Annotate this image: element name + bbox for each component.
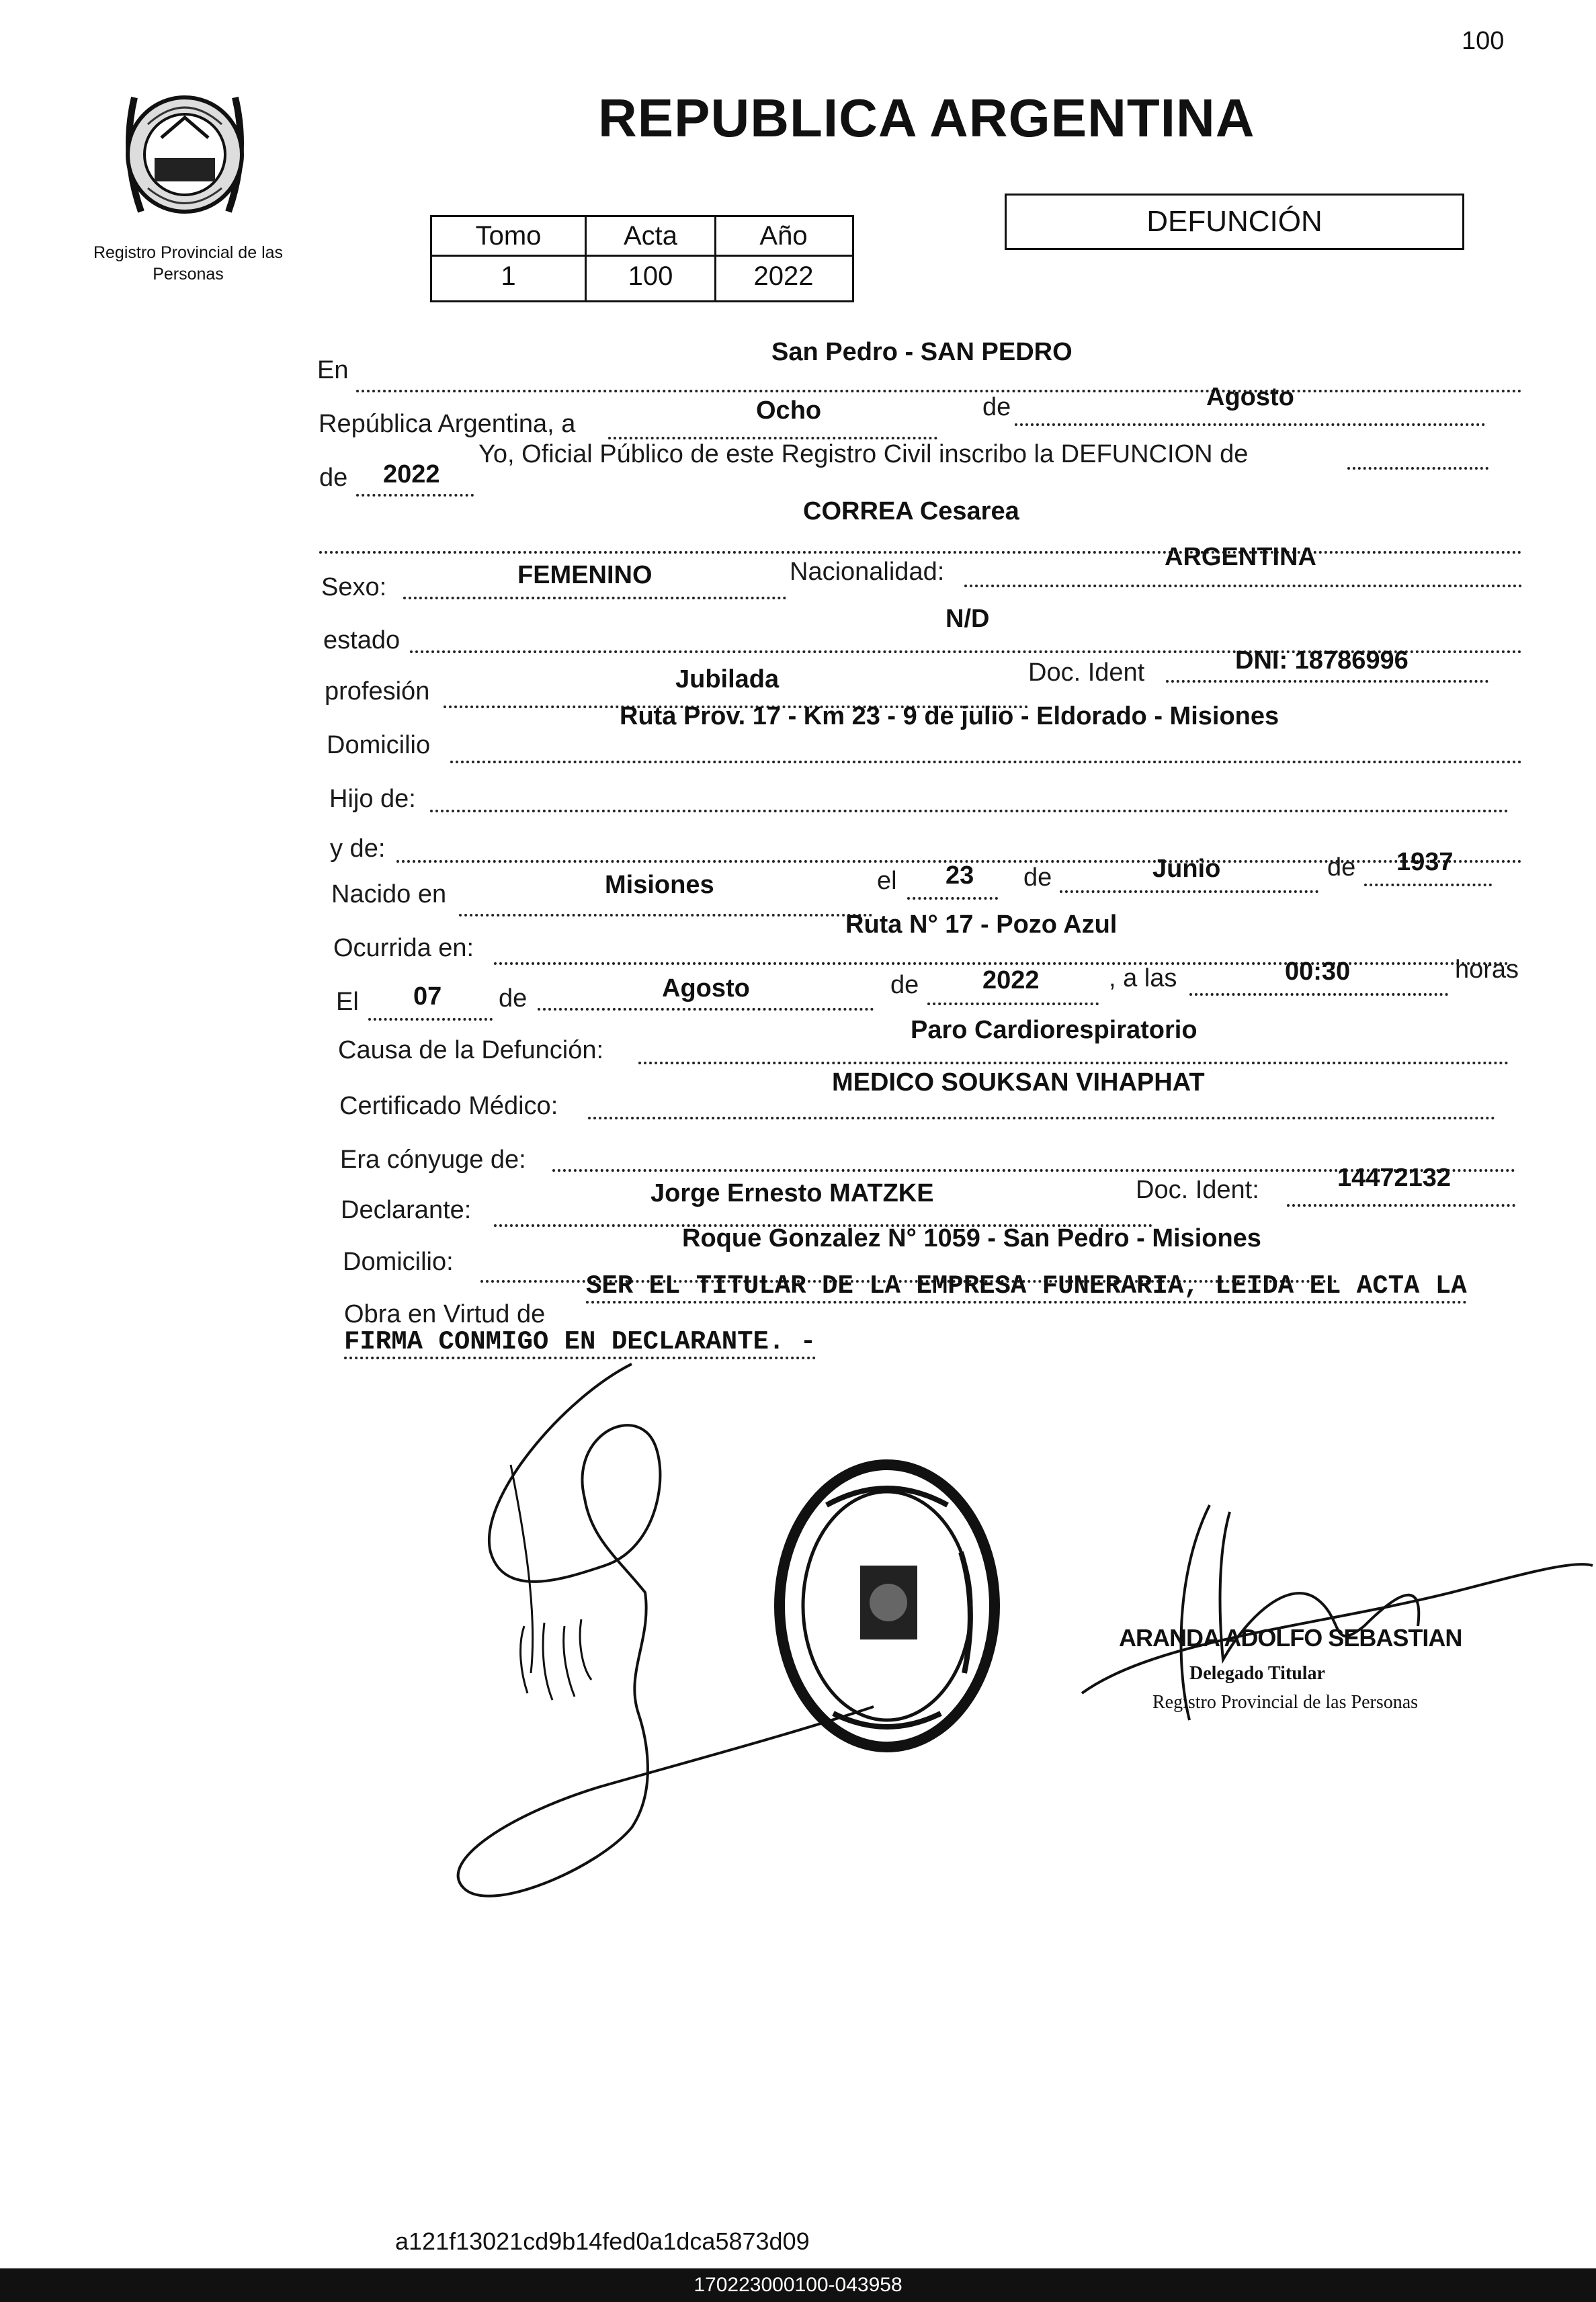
label-obra: Obra en Virtud de (344, 1300, 546, 1328)
document-title: REPUBLICA ARGENTINA (598, 88, 1255, 148)
label-el: el (877, 867, 897, 895)
official-stamp (773, 1458, 1001, 1754)
table-value-tomo: 1 (501, 261, 516, 291)
value-deceased-name: CORREA Cesarea (803, 497, 1019, 525)
value-death-day: 07 (413, 982, 442, 1011)
value-obra-line1: SER EL TITULAR DE LA EMPRESA FUNERARIA, LEIDA EL ACTA LA (586, 1271, 1467, 1304)
value-declarante-doc: 14472132 (1337, 1164, 1452, 1192)
label-de4: de (499, 984, 528, 1013)
registrar-org: Registro Provincial de las Personas (1152, 1692, 1419, 1713)
table-header-ano: Año (759, 221, 808, 251)
label-doc-ident2: Doc. Ident: (1136, 1176, 1259, 1204)
value-ocurrida-en: Ruta N° 17 - Pozo Azul (845, 910, 1118, 939)
registrar-role: Delegado Titular (1189, 1663, 1325, 1684)
value-declarante-domicilio: Roque Gonzalez N° 1059 - San Pedro - Misiones (682, 1224, 1261, 1252)
label-profesion: profesión (325, 677, 430, 706)
label-official: Yo, Oficial Público de este Registro Civil inscribo la DEFUNCION de (478, 440, 1249, 468)
page-number: 100 (1462, 27, 1505, 55)
value-causa: Paro Cardiorespiratorio (911, 1016, 1198, 1044)
label-el2: El (336, 988, 359, 1016)
label-conyuge: Era cónyuge de: (340, 1146, 526, 1174)
value-profesion: Jubilada (675, 665, 780, 693)
label-hijo-de: Hijo de: (329, 785, 416, 813)
label-certificado: Certificado Médico: (339, 1092, 558, 1120)
province-seal (108, 77, 262, 232)
value-death-year: 2022 (982, 966, 1040, 994)
registrar-name: ARANDA ADOLFO SEBASTIAN (1119, 1624, 1462, 1652)
value-birth-month: Junio (1152, 855, 1221, 883)
label-y-de: y de: (330, 835, 386, 863)
label-de5: de (890, 971, 919, 999)
label-domicilio: Domicilio (327, 731, 431, 759)
label-horas: horas (1455, 955, 1519, 984)
label-republica: República Argentina, a (319, 410, 576, 438)
document-hash: a121f13021cd9b14fed0a1dca5873d09 (395, 2227, 810, 2255)
label-de3: de (1327, 853, 1356, 882)
label-de: de (982, 393, 1011, 421)
table-header-tomo: Tomo (475, 221, 542, 251)
label-domicilio2: Domicilio: (343, 1248, 454, 1276)
value-nacido-en: Misiones (605, 871, 714, 899)
value-sexo: FEMENINO (517, 561, 653, 589)
document-type-box (1005, 194, 1464, 250)
value-death-time: 00:30 (1285, 957, 1351, 986)
barcode-text: 170223000100-043958 (694, 2274, 902, 2296)
register-table (430, 215, 854, 302)
label-en: En (317, 356, 349, 384)
value-birth-day: 23 (946, 861, 974, 890)
value-declarante: Jorge Ernesto MATZKE (650, 1179, 934, 1207)
label-de-year: de (319, 464, 348, 492)
label-sexo: Sexo: (321, 573, 387, 601)
label-nacido-en: Nacido en (331, 880, 447, 908)
value-birth-year: 1937 (1396, 848, 1454, 876)
value-certificado: MEDICO SOUKSAN VIHAPHAT (832, 1068, 1205, 1097)
value-dni: DNI: 18786996 (1235, 646, 1409, 675)
value-year: 2022 (383, 460, 440, 488)
value-place: San Pedro - SAN PEDRO (771, 338, 1073, 366)
label-ocurrida-en: Ocurrida en: (333, 934, 474, 962)
value-domicilio: Ruta Prov. 17 - Km 23 - 9 de julio - Eldorado - Misiones (620, 702, 1279, 730)
label-doc-ident: Doc. Ident (1028, 658, 1145, 687)
label-estado: estado (323, 626, 401, 654)
value-estado: N/D (946, 605, 990, 633)
table-header-acta: Acta (623, 221, 678, 251)
label-declarante: Declarante: (341, 1196, 472, 1224)
value-obra-line2: FIRMA CONMIGO EN DECLARANTE. - (344, 1327, 816, 1359)
value-month: Agosto (1206, 383, 1294, 411)
value-day-words: Ocho (756, 396, 822, 425)
value-nacionalidad: ARGENTINA (1165, 543, 1316, 571)
table-value-ano: 2022 (753, 261, 814, 291)
registry-name: Registro Provincial de las Personas (93, 243, 284, 284)
label-causa: Causa de la Defunción: (338, 1036, 604, 1064)
barcode-bar (0, 2268, 1596, 2302)
label-de2: de (1023, 863, 1052, 892)
label-a-las: , a las (1109, 964, 1177, 992)
label-nacionalidad: Nacionalidad: (790, 558, 945, 586)
table-value-acta: 100 (628, 261, 673, 291)
document-type: DEFUNCIÓN (1146, 205, 1322, 238)
value-death-month: Agosto (662, 974, 750, 1003)
